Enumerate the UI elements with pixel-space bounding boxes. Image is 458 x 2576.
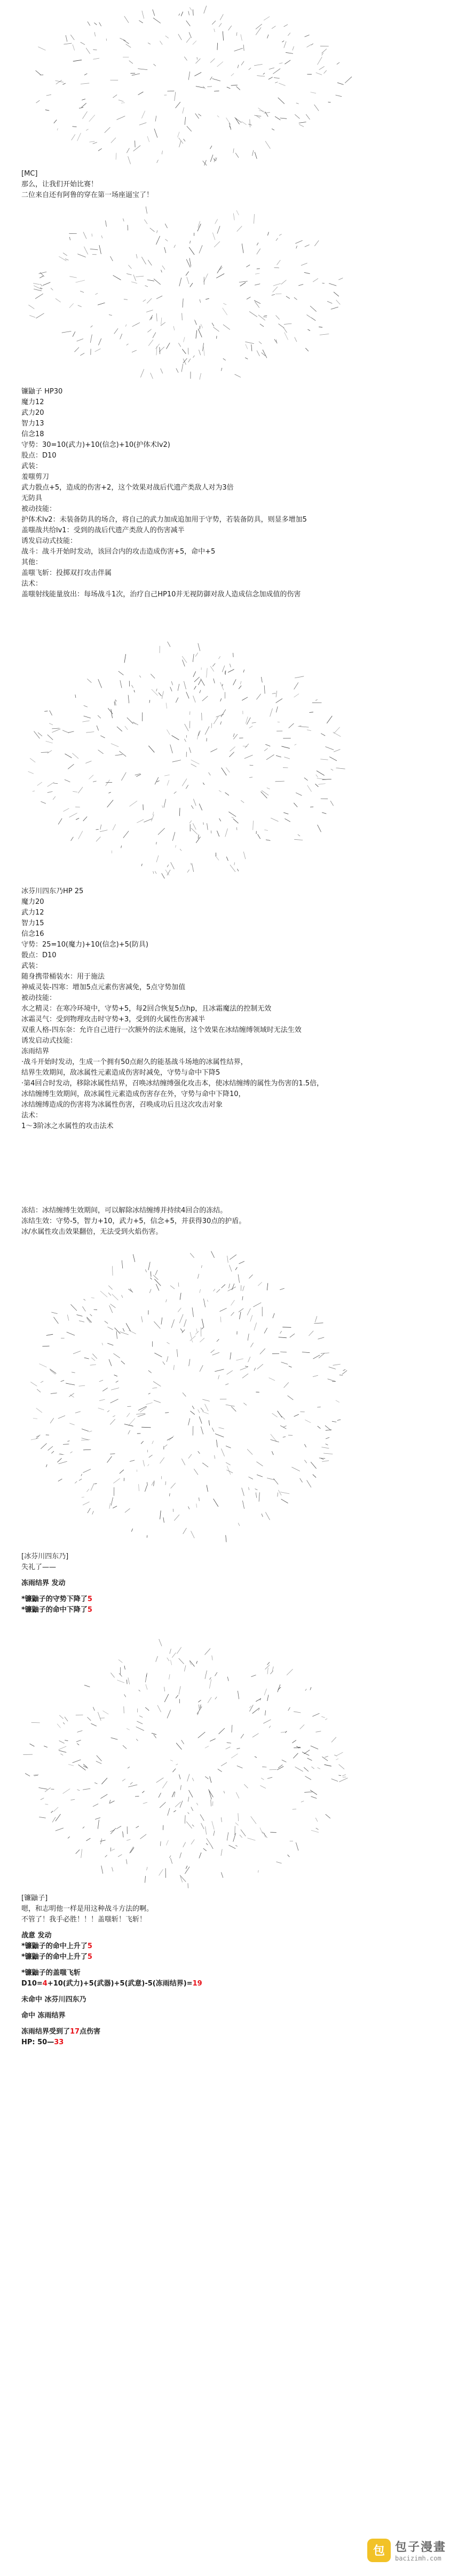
watermark-name: 包子漫畫 xyxy=(394,2541,446,2554)
text-line: 战斗：战斗开始时发动，该回合内的攻击造成伤害+5，命中+5 xyxy=(21,548,216,556)
text-line: 信念18 xyxy=(21,430,44,438)
ascii-art-figure-2 xyxy=(21,206,352,382)
text-line: 法术： xyxy=(21,1112,43,1120)
text-line: 武力20 xyxy=(21,409,44,417)
text-line: 结界生效期间，敌冰属性元素造成伤害时减免，守势与命中下降5 xyxy=(21,1069,220,1077)
freeze-rules xyxy=(21,1206,443,1238)
text-line: 守势：25=10(魔力)+10(信念)+5(防具) xyxy=(21,941,149,949)
dialogue-line: 嗯，和志明他一样是用这种战斗方法的啊。 xyxy=(21,1905,154,1913)
dialogue-line: 不管了！我手必胜！！！盖嗤斩！飞斩！ xyxy=(21,1916,147,1924)
dice-calculation: D10=4+10(武力)+5(武器)+5(武意)-5(冻雨结界)=19 xyxy=(21,1980,202,1988)
line-art xyxy=(21,5,352,166)
text-line: 无防具 xyxy=(21,494,43,502)
effect-value: 5 xyxy=(87,1595,92,1603)
speaker-tag: [冰芬川四东乃] xyxy=(21,1553,69,1561)
text-line: 魔力12 xyxy=(21,398,44,406)
effect-line: *镰鼬子的命中下降了5 xyxy=(21,1606,92,1614)
damage-line: 冻雨结界受到了17点伤害 xyxy=(21,2028,101,2036)
speaker-tag: [镰鼬子] xyxy=(21,1894,48,1902)
ascii-art-figure-1 xyxy=(21,5,352,166)
ascii-art-figure-4 xyxy=(21,1247,352,1546)
text-line: 冰结缠缚生效期间，敌冰属性元素造成伤害存在外，守势与命中下降10， xyxy=(21,1090,246,1098)
line-art xyxy=(21,206,352,382)
watermark-url: bacizimh.com xyxy=(394,2555,441,2562)
effect-value: 5 xyxy=(87,1953,92,1961)
text-line: 镰鼬子 HP30 xyxy=(21,388,63,396)
text-line: 盖嗤战共给lv1：受到的战后代遗产类敌人的伤害减半 xyxy=(21,526,185,534)
dialogue-line: 失礼了—— xyxy=(21,1563,57,1571)
effect-value: 5 xyxy=(87,1942,92,1950)
text-line: 1～3阶冰之水属性的攻击法术 xyxy=(21,1122,114,1130)
text-line: 冻结：冰结缠缚生效期间，可以解除冰结缠缚并持续4回合的冻结。 xyxy=(21,1207,227,1215)
text-line: 其他： xyxy=(21,558,43,566)
line-art xyxy=(21,1639,352,1890)
text-line: 智力13 xyxy=(21,420,44,428)
watermark-logo-icon: 包 xyxy=(367,2539,391,2562)
effect-line: *镰鼬子的命中上升了5 xyxy=(21,1942,92,1950)
text-line: 盖嗤射线能量放出：每场战斗1次，治疗自己HP10并无视防御对敌人造成信念加成值的伤害 xyxy=(21,590,301,598)
text-line: 信念16 xyxy=(21,930,44,938)
dice-roll-value: 4 xyxy=(42,1980,48,1988)
line-art xyxy=(21,641,352,881)
miss-line: 未命中 冰芬川四东乃 xyxy=(21,1996,86,2004)
text-line: [MC] xyxy=(21,170,38,178)
text-line: 冰霜灵气：受到物理攻击时守势+3，受到的火属性伤害减半 xyxy=(21,1015,206,1023)
battle-round-kamaitachi xyxy=(21,1893,443,2048)
hit-line: 命中 冻雨结界 xyxy=(21,2012,66,2020)
text-line: 随身携带桶装水：用于施法 xyxy=(21,973,105,981)
text-line: 骰点：D10 xyxy=(21,951,57,959)
text-line: 智力15 xyxy=(21,919,44,927)
site-watermark xyxy=(367,2538,446,2562)
text-line: ·战斗开始时发动，生成一个拥有50点耐久的能基战斗场地的冰属性结界， xyxy=(21,1058,248,1066)
text-line: 羞嗤剪刀 xyxy=(21,473,50,481)
effect-line: *镰鼬子的守势下降了5 xyxy=(21,1595,92,1603)
line-art xyxy=(21,1247,352,1546)
text-line: 守势：30=10(武力)+10(信念)+10(护体术lv2) xyxy=(21,441,170,449)
battle-round-hikawa xyxy=(21,1551,443,1616)
hp-value: 33 xyxy=(54,2038,64,2046)
skill-activation: 战意 发动 xyxy=(21,1932,52,1940)
text-line: 冻结生效：守势-5，智力+10，武力+5，信念+5，并获得30点的护盾。 xyxy=(21,1217,246,1225)
narration-intro xyxy=(21,169,443,201)
text-line: 股点：D10 xyxy=(21,452,57,460)
ascii-art-figure-5 xyxy=(21,1639,352,1890)
text-line: 那么，让我们开始比赛！ xyxy=(21,180,98,188)
text-line: 被动技能： xyxy=(21,994,57,1002)
text-line: 诱发启动式技能： xyxy=(21,1037,77,1045)
hp-line: HP: 50—33 xyxy=(21,2038,64,2046)
text-line: 冰结缠缚造成的伤害将为冰属性伤害，召唤成功后且这次攻击对象 xyxy=(21,1101,223,1109)
text-line: 二位来自还有阿鲁的穿在第一场座逼宝了！ xyxy=(21,191,154,199)
text-line: 武装： xyxy=(21,962,43,970)
text-line: 冻雨结界 xyxy=(21,1047,50,1055)
text-line: 护体术lv2：未装备防具的场合，将自己的武力加成追加用于守势，若装备防具，则显多增加5 xyxy=(21,516,307,524)
character-sheet-hikawa xyxy=(21,886,443,1132)
attack-line: *镰鼬子的盖嗤飞斩 xyxy=(21,1969,81,1977)
text-line: 武力12 xyxy=(21,909,44,917)
effect-value: 5 xyxy=(87,1606,92,1614)
effect-line: *镰鼬子的命中上升了5 xyxy=(21,1953,92,1961)
text-line: 盖嗤飞斩：投掷双打攻击伴属 xyxy=(21,569,112,577)
text-line: 被动技能： xyxy=(21,505,57,513)
dice-total-value: 19 xyxy=(192,1980,202,1988)
text-line: 法术： xyxy=(21,580,43,588)
text-line: ·第4回合时发动，移除冰属性结界，召唤冰结缠缚强化攻击本，使冰结缠缚的属性为伤害的1.5倍， xyxy=(21,1080,324,1088)
text-line: 双重人格-四东奈：允许自己进行一次额外的法术施展，这个效果在冰结缠缚领域时无法生效 xyxy=(21,1026,302,1034)
text-line: 诱发启动式技能： xyxy=(21,537,77,545)
text-line: 武装： xyxy=(21,462,43,470)
text-line: 冰/水属性攻击效果翻倍，无法受到火焰伤害。 xyxy=(21,1228,163,1236)
text-line: 武力骰点+5，造成的伤害+2，这个效果对战后代遗产类敌人对为3倍 xyxy=(21,484,234,492)
damage-value: 17 xyxy=(70,2028,80,2036)
text-line: 神威灵装-四寒：增加5点元素伤害减免，5点守势加值 xyxy=(21,983,186,991)
text-line: 水之精灵：在寒冷环境中，守势+5，每2回合恢复5点hp，且冰霜魔法的控制无效 xyxy=(21,1005,272,1013)
character-sheet-kamaitachi xyxy=(21,387,443,600)
skill-activation: 冻雨结界 发动 xyxy=(21,1579,66,1587)
text-line: 冰芬川四东乃HP 25 xyxy=(21,887,84,895)
ascii-art-figure-3 xyxy=(21,641,352,881)
text-line: 魔力20 xyxy=(21,898,44,906)
